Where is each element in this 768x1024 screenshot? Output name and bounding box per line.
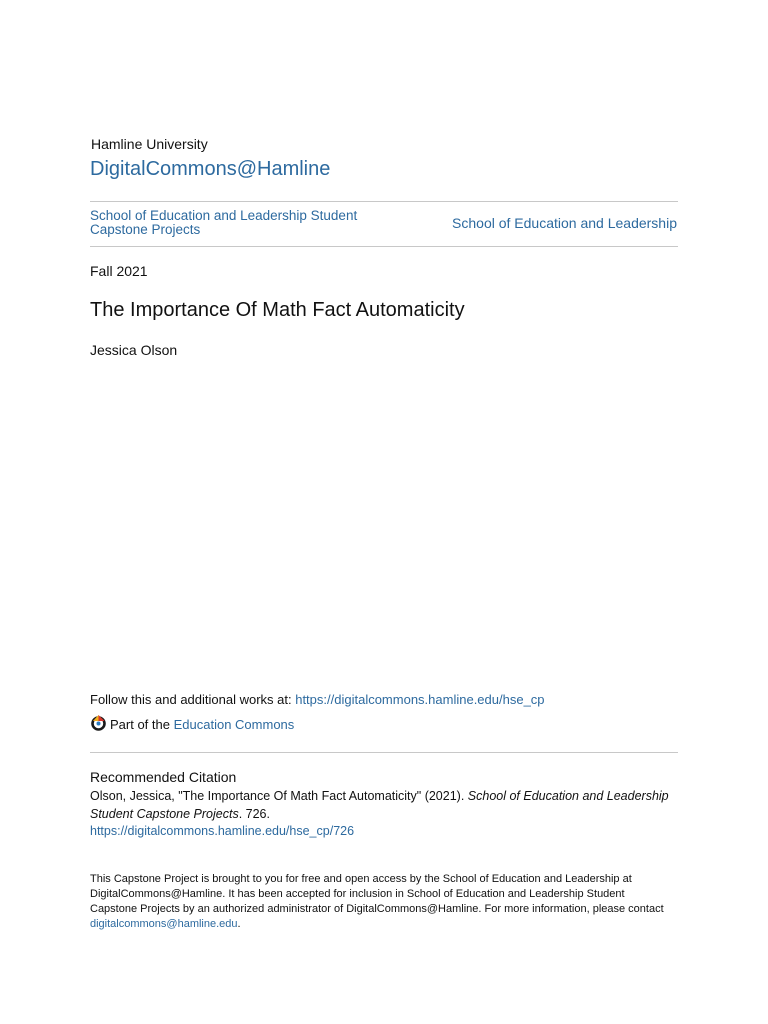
header-divider: [90, 201, 678, 202]
citation-journal: School of Education and Leadership Student Capstone Projects: [90, 789, 669, 821]
citation-url-link[interactable]: https://digitalcommons.hamline.edu/hse_cp/726: [90, 824, 355, 838]
part-of-label: Part of the: [110, 716, 170, 732]
collection-link[interactable]: School of Education and Leadership Student Capstone Projects: [90, 208, 358, 237]
citation-divider: [90, 752, 678, 753]
citation-text: [90, 788, 680, 841]
collections-divider: [90, 246, 678, 247]
follow-url-link[interactable]: https://digitalcommons.hamline.edu/hse_cp: [295, 692, 545, 707]
part-of-line: [90, 714, 294, 734]
document-author: Jessica Olson: [90, 342, 178, 358]
citation-prefix: Olson, Jessica, "The Importance Of Math Fact Automaticity" (2021).: [90, 789, 468, 803]
repository-link[interactable]: DigitalCommons@Hamline: [90, 158, 331, 180]
network-commons-icon: [90, 714, 110, 734]
follow-label: Follow this and additional works at:: [90, 692, 296, 707]
notice-text: This Capstone Project is brought to you for free and open access by the School of Education and Leadership at DigitalCommons@Hamline. It has been accepted for inclusion in School of Education and Leadership Student Capstone Projects by an authorized administrator of DigitalCommons@Hamline. For more information, please contact: [90, 873, 664, 915]
access-notice: [90, 872, 670, 932]
notice-end: .: [237, 918, 241, 930]
department-link[interactable]: School of Education and Leadership: [452, 215, 677, 231]
follow-line: [90, 692, 545, 707]
publication-date: Fall 2021: [90, 263, 148, 279]
document-title: The Importance Of Math Fact Automaticity: [90, 299, 465, 321]
citation-suffix: . 726.: [238, 806, 270, 821]
education-commons-link[interactable]: Education Commons: [173, 716, 295, 732]
recommended-citation-heading: Recommended Citation: [90, 769, 237, 785]
contact-email-link[interactable]: digitalcommons@hamline.edu: [90, 918, 238, 930]
institution-name: Hamline University: [91, 136, 208, 152]
